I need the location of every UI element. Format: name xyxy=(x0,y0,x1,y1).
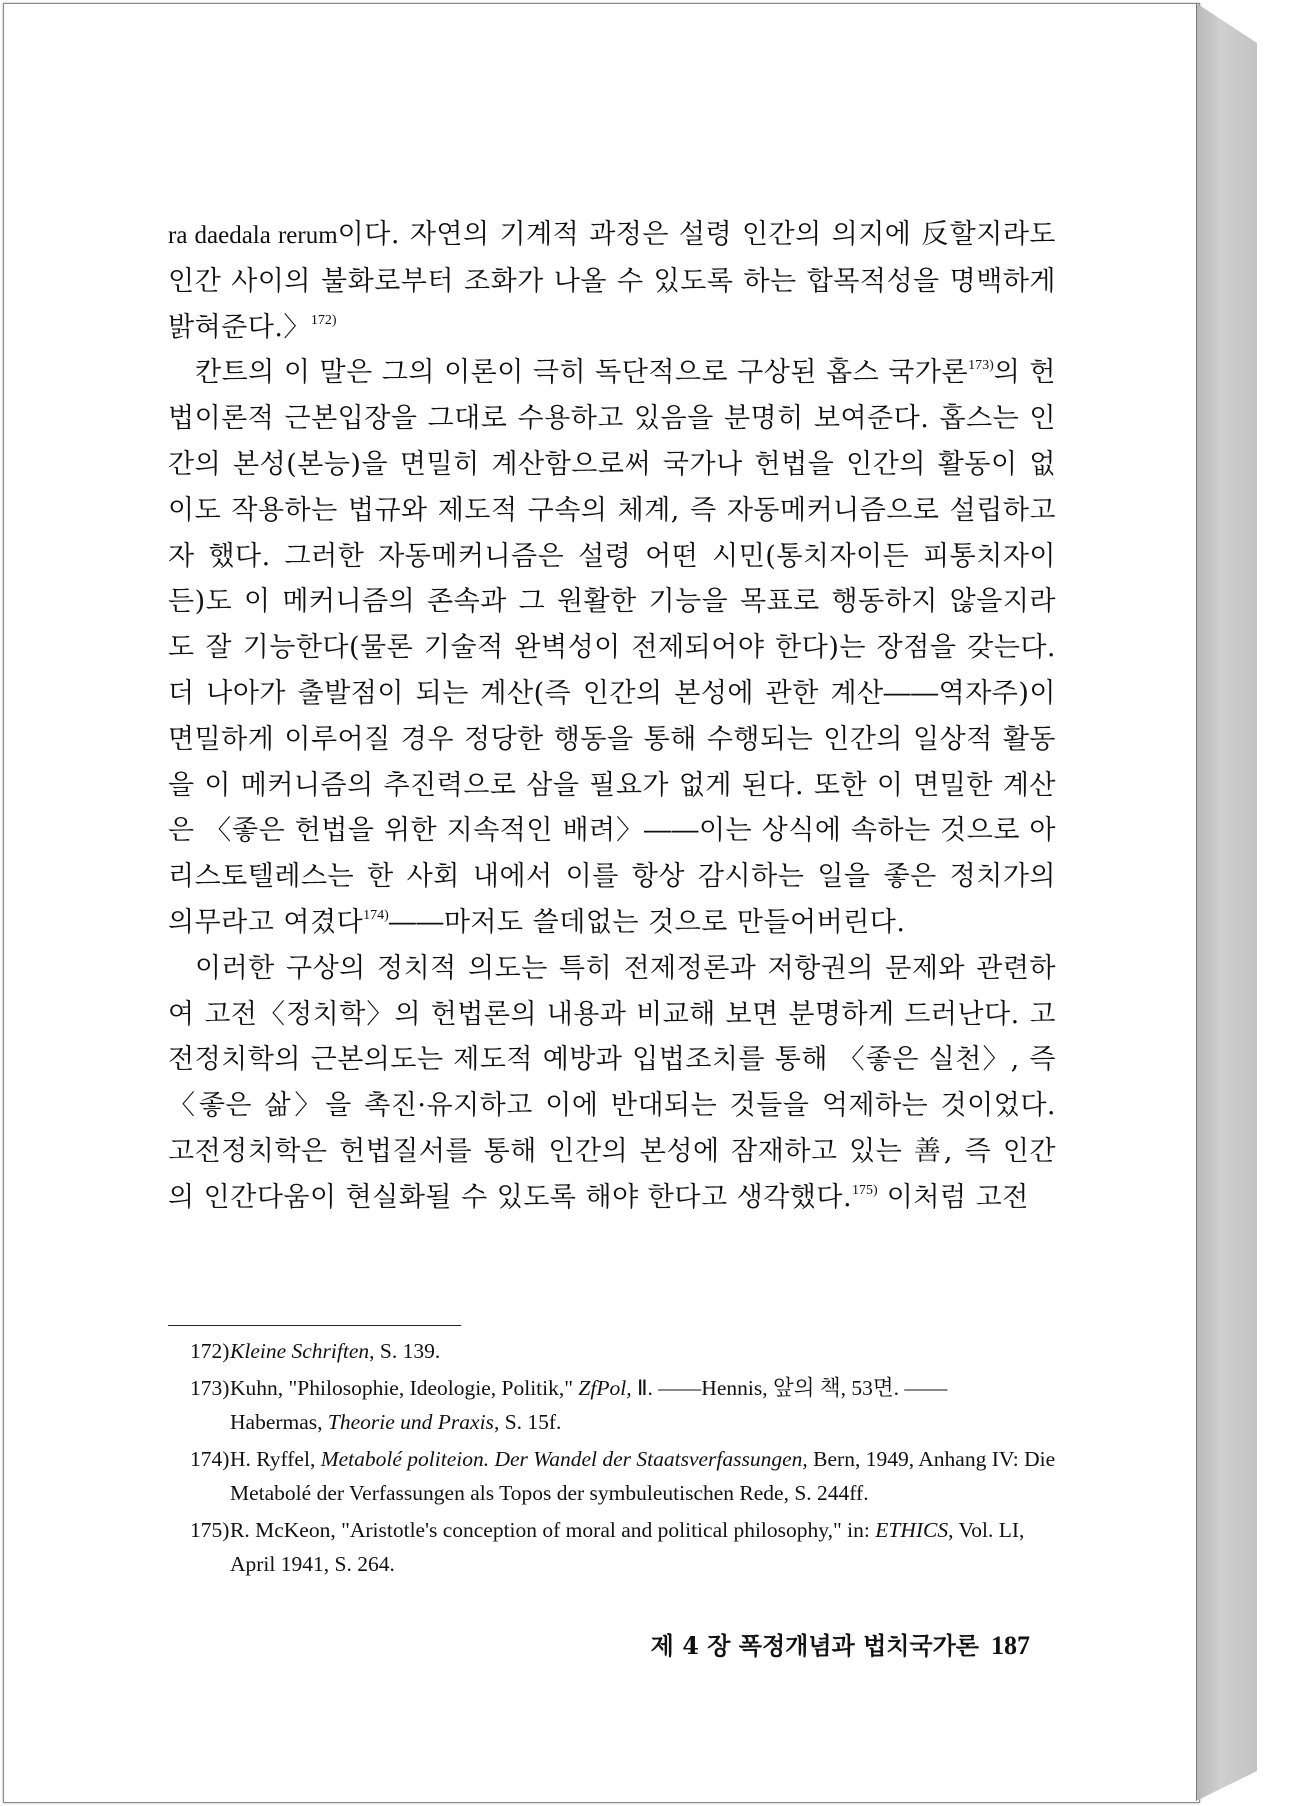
footnote-italic: Metabolé politeion. Der Wandel der Staatsverfassungen xyxy=(320,1447,803,1471)
footnote-text xyxy=(230,1371,1058,1439)
footnote-number: 174) xyxy=(190,1447,230,1471)
footnote-ref-172: 172) xyxy=(310,312,337,328)
paragraph-3 xyxy=(168,946,1056,1221)
page-number: 187 xyxy=(991,1631,1030,1660)
footnote-rest: , Bern, 1949, Anhang IV: Die Metabolé der Verfassungen als Topos der symbuleutischen Rede, S. 244ff. xyxy=(230,1447,1056,1505)
footnote-ref-175: 175) xyxy=(852,1182,878,1198)
footnote-number: 173) xyxy=(190,1376,230,1400)
paragraph-3-text-a: 이러한 구상의 정치적 의도는 특히 전제정론과 저항권의 문제와 관련하여 고전〈정치학〉의 헌법론의 내용과 비교해 보면 분명하게 드러난다. 고전정치학의 근본의도는 제도적 예방과 입법조치를 통해 〈좋은 실천〉, 즉 〈좋은 삶〉을 촉진·유지하고 이에 반대되는 것들을 억제하는 것이었다. 고전정치학은 헌법질서를 통해 인간의 본성에 잠재하고 있는 善, 즉 인간의 인간다움이 현실화될 수 있도록 해야 한다고 생각했다. xyxy=(168,952,1056,1213)
paragraph-2-text-c: ――마저도 쓸데없는 것으로 만들어버린다. xyxy=(388,906,906,938)
paragraph-2-text-b: 의 헌법이론적 근본입장을 그대로 수용하고 있음을 분명히 보여준다. 홉스는 인간의 본성(본능)을 면밀히 계산함으로써 국가나 헌법을 인간의 활동이 없이도 작용하는 법규와 제도적 구속의 체계, 즉 자동메커니즘으로 설립하고자 했다. 그러한 자동메커니즘은 설령 어떤 시민(통치자이든 피통치자이든)도 이 메커니즘의 존속과 그 원활한 기능을 목표로 행동하지 않을지라도 잘 기능한다(물론 기술적 완벽성이 전제되어야 한다)는 장점을 갖는다. 더 나아가 출발점이 되는 계산(즉 인간의 본성에 관한 계산――역자주)이 면밀하게 이루어질 경우 정당한 행동을 통해 수행되는 인간의 일상적 활동을 이 메커니즘의 추진력으로 삼을 필요가 없게 된다. 또한 이 면밀한 계산은 〈좋은 헌법을 위한 지속적인 배려〉――이는 상식에 속하는 것으로 아리스토텔레스는 한 사회 내에서 이를 항상 감시하는 일을 좋은 정치가의 의무라고 여겼다 xyxy=(168,357,1057,938)
footnote-rest: , Vol. LI, April 1941, S. 264. xyxy=(230,1518,1025,1576)
paragraph-2-text-a: 칸트의 이 말은 그의 이론이 극히 독단적으로 구상된 홉스 국가론 xyxy=(195,357,969,389)
footnote-ref-174: 174) xyxy=(363,907,389,923)
footnote-rest: Ⅱ. ――Hennis, 앞의 책, 53면. ―― xyxy=(631,1376,948,1400)
paragraph-1 xyxy=(168,212,1056,350)
footnote-pre: R. McKeon, "Aristotle's conception of moral and political philosophy," in: xyxy=(230,1518,876,1542)
footnote-text xyxy=(230,1513,1058,1581)
footnote-174 xyxy=(190,1442,1058,1510)
footnote-text xyxy=(230,1334,1058,1368)
footnotes xyxy=(190,1334,1058,1584)
footnote-173 xyxy=(190,1371,1058,1439)
paragraph-3-text-b: 이처럼 고전 xyxy=(877,1181,1029,1213)
book-page-edge xyxy=(1196,3,1257,1801)
footnote-ref-173: 173) xyxy=(968,358,994,374)
footnote-italic: ETHICS xyxy=(875,1518,949,1542)
paragraph-2 xyxy=(168,350,1056,945)
footnote-divider xyxy=(168,1325,461,1326)
footnote-175 xyxy=(190,1513,1058,1581)
footnote-pre: H. Ryffel, xyxy=(230,1447,321,1471)
footnote-number: 172) xyxy=(190,1339,230,1363)
footnote-line2-rest: , S. 15f. xyxy=(493,1410,562,1434)
footnote-rest: , S. 139. xyxy=(369,1339,441,1363)
chapter-title: 제 4 장 폭정개념과 법치국가론 xyxy=(650,1631,979,1660)
footnote-italic: ZfPol, xyxy=(578,1376,632,1400)
latin-phrase: ra daedala rerum xyxy=(168,222,338,249)
footnote-172 xyxy=(190,1334,1058,1368)
paragraph-1-text: 이다. 자연의 기계적 과정은 설령 인간의 의지에 反할지라도 인간 사이의 불화로부터 조화가 나올 수 있도록 하는 합목적성을 명백하게 밝혀준다.〉 xyxy=(168,219,1057,343)
footnote-line2-pre: Habermas, xyxy=(230,1410,328,1434)
body-text xyxy=(168,212,1056,1221)
footnote-number: 175) xyxy=(190,1518,230,1542)
running-footer xyxy=(650,1626,1030,1661)
footnote-italic: Kleine Schriften xyxy=(230,1339,370,1363)
footnote-line2-italic: Theorie und Praxis xyxy=(327,1410,494,1434)
footnote-pre: Kuhn, "Philosophie, Ideologie, Politik," xyxy=(230,1376,579,1400)
footnote-text xyxy=(230,1442,1058,1510)
